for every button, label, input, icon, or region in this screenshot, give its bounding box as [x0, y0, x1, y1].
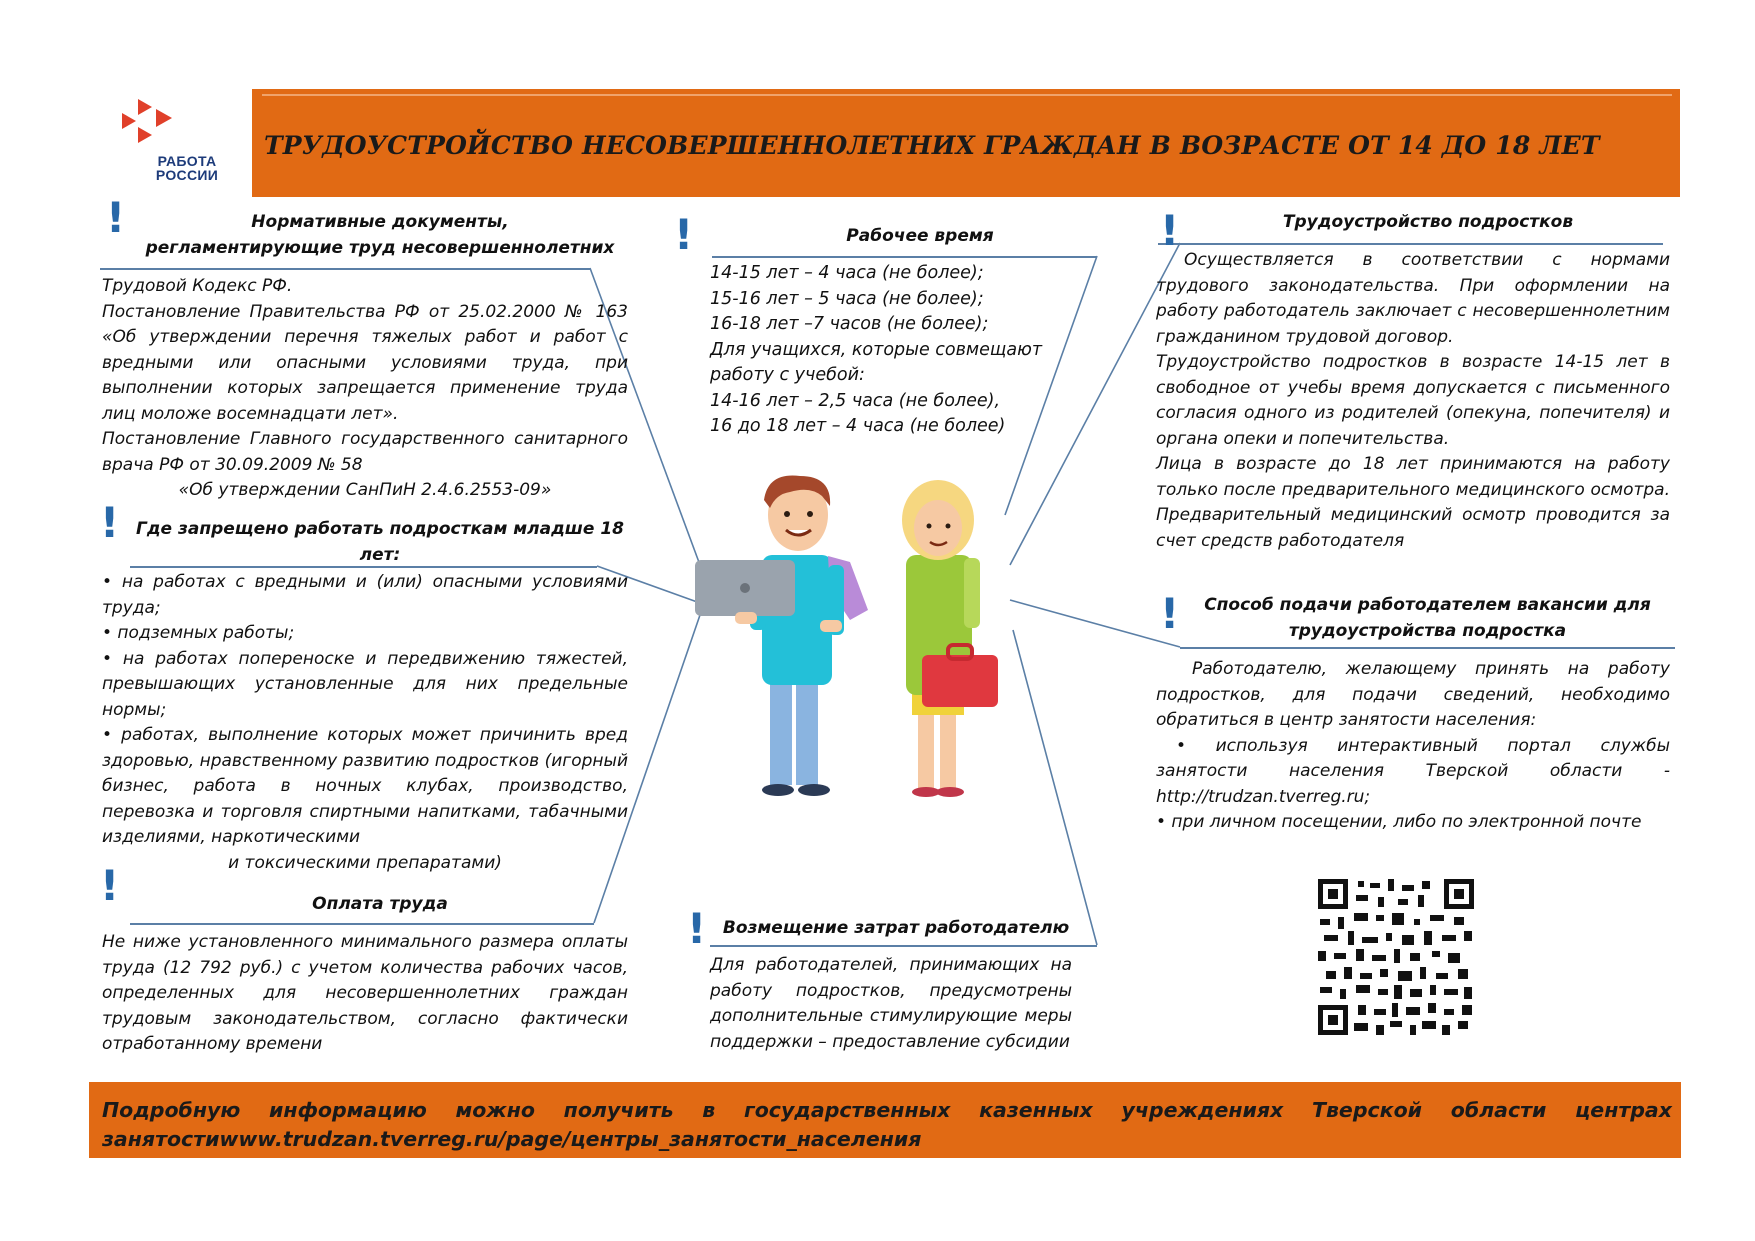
forbidden-item: • на работах попереноске и передвижению тяжестей, превышающих установленные для них предельные нормы; [102, 648, 628, 720]
worktime-list [710, 261, 1090, 440]
vacancy-heading-line1: Способ подачи работодателем вакансии для [1204, 595, 1651, 615]
compensation-heading: Возмещение затрат работодателю [722, 918, 1070, 938]
rule-worktime [712, 256, 1097, 258]
normative-p4: «Об утверждении СанПиН 2.4.6.2553-09» [178, 480, 552, 500]
vacancy-heading-line2: трудоустройства подростка [1288, 621, 1567, 641]
vacancy-text [1156, 657, 1670, 836]
normative-heading-line1: Нормативные документы, [251, 212, 509, 232]
vacancy-heading [1180, 592, 1675, 644]
qr-code [1318, 879, 1474, 1035]
forbidden-item: • работах, выполнение которых может причинить вред здоровью, нравственному развитию подростков (игорный бизнес, работа в ночных клубах, производство, перевозка и торговля спиртными напитками, табачными изделиями, наркотическими [102, 725, 628, 847]
pay-heading: Оплата труда [312, 894, 448, 914]
normative-p3: Постановление Главного государственного санитарного врача РФ от 30.09.2009 № 58 [102, 429, 628, 475]
forbidden-item: • на работах с вредными и (или) опасными условиями труда; [102, 572, 628, 618]
employment-p1: Осуществляется в соответствии с нормами трудового законодательства. При оформлении на работу работодатель заключает с несовершеннолетним гражданином трудовой договор. [1156, 250, 1670, 347]
vacancy-p1: Работодателю, желающему принять на работу подростков, для подачи сведений, необходимо обратиться в центр занятости населения: [1156, 659, 1670, 730]
logo-line2: РОССИИ [155, 167, 219, 183]
employment-text [1156, 248, 1670, 554]
footer-line2: занятостиwww.trudzan.tverreg.ru/page/центры_занятости_населения [102, 1127, 922, 1151]
normative-p2: Постановление Правительства РФ от 25.02.2000 № 163 «Об утверждении перечня тяжелых работ и работ с вредными или опасными условиями труда, при выполнении которых запрещается применение труда лиц моложе восемнадцати лет». [102, 301, 628, 424]
vacancy-p3: • при личном посещении, либо по электронной почте [1156, 812, 1642, 832]
forbidden-list [102, 570, 628, 876]
rule-vacancy [1180, 647, 1675, 649]
rule-normative [100, 268, 590, 270]
rule-compensation [710, 945, 1097, 947]
exclamation-icon: ! [106, 193, 126, 242]
exclamation-icon: ! [1160, 206, 1180, 255]
logo-line1: РАБОТА [157, 153, 217, 169]
pay-text: Не ниже установленного минимального размера оплаты труда (12 792 руб.) с учетом количества рабочих часов, определенных для несовершеннолетних граждан трудовым законодательством, согласно фактически отработанному времени [102, 932, 628, 1054]
employment-heading: Трудоустройство подростков [1282, 212, 1574, 232]
footer-line1: Подробную информацию можно получить в государственных казенных учреждениях Тверской области центрах [102, 1098, 1672, 1122]
forbidden-item: • подземных работы; [102, 623, 295, 643]
forbidden-heading: Где запрещено работать подросткам младше 18 лет: [136, 519, 624, 565]
compensation-text: Для работодателей, принимающих на работу подростков, предусмотрены дополнительные стимулирующие меры поддержки – предоставление субсидии [710, 955, 1072, 1052]
worktime-heading: Рабочее время [846, 226, 994, 246]
normative-text [102, 274, 628, 504]
normative-heading-line2: регламентирующие труд несовершеннолетних [145, 238, 615, 258]
boy-figure [695, 476, 868, 797]
worktime-line: 16-18 лет –7 часов (не более); [710, 314, 989, 334]
worktime-line: 14-15 лет – 4 часа (не более); [710, 263, 984, 283]
forbidden-item: и токсическими препаратами) [228, 852, 502, 873]
worktime-line: 15-16 лет – 5 часа (не более); [710, 288, 984, 309]
teenagers-illustration [690, 470, 1020, 810]
exclamation-icon: ! [687, 904, 707, 953]
rule-employment [1158, 243, 1663, 245]
exclamation-icon: ! [674, 210, 694, 259]
footer-text [102, 1096, 1672, 1154]
normative-heading [130, 209, 630, 261]
normative-p1: Трудовой Кодекс РФ. [102, 276, 293, 296]
girl-figure [902, 480, 998, 797]
exclamation-icon: ! [100, 498, 120, 547]
worktime-line: 14-16 лет – 2,5 часа (не более), [710, 390, 1001, 411]
page-title: ТРУДОУСТРОЙСТВО НЕСОВЕРШЕННОЛЕТНИХ ГРАЖДАН В ВОЗРАСТЕ ОТ 14 ДО 18 ЛЕТ [264, 131, 1600, 160]
worktime-line: Для учащихся, которые совмещают [710, 339, 1043, 360]
exclamation-icon: ! [1160, 589, 1180, 638]
worktime-line: 16 до 18 лет – 4 часа (не более) [710, 416, 1006, 436]
rule-pay [130, 923, 594, 925]
exclamation-icon: ! [100, 861, 120, 910]
employment-p3: Лица в возрасте до 18 лет принимаются на работу только после предварительного медицинского осмотра. Предварительный медицинский осмотр проводится за счет средств работодателя [1156, 454, 1670, 551]
worktime-line: работу с учебой: [710, 365, 865, 385]
vacancy-p2: • используя интерактивный портал службы занятости населения Тверской области - http://trudzan.tverreg.ru; [1156, 735, 1670, 807]
employment-p2: Трудоустройство подростков в возрасте 14-15 лет в свободное от учебы время допускается с письменного согласия одного из родителей (опекуна, попечителя) и органа опеки и попечительства. [1156, 352, 1670, 449]
